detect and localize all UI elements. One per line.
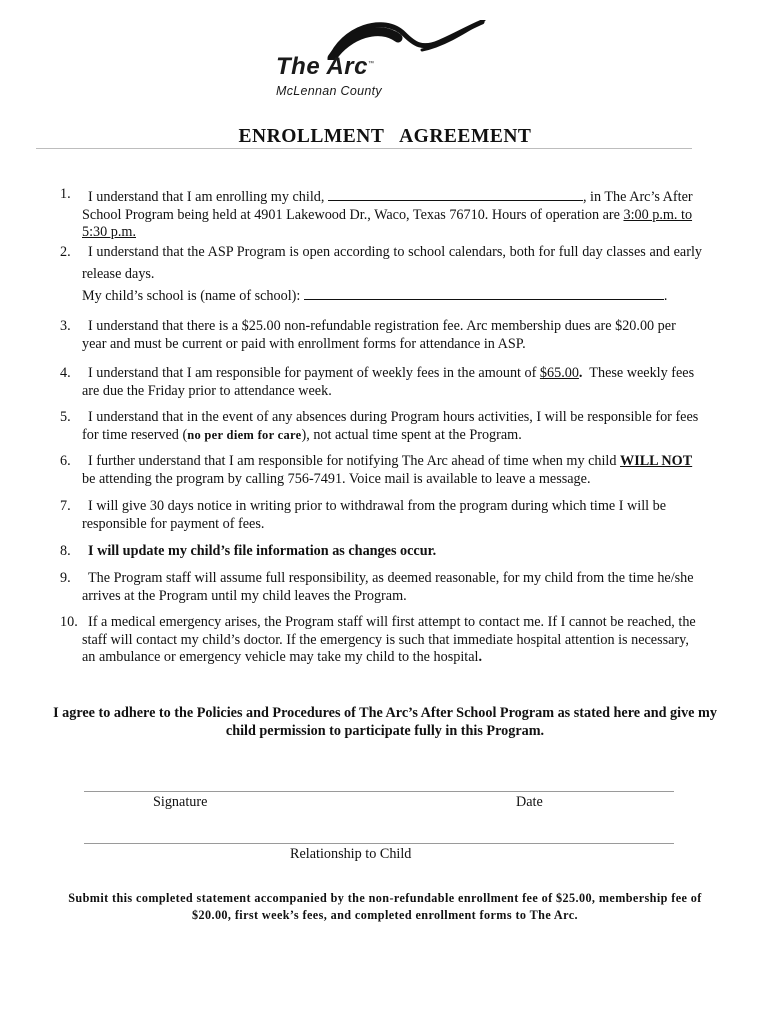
item-number: 9. bbox=[60, 570, 71, 586]
item-number: 10. bbox=[60, 614, 78, 630]
agreement-item-2: 2. I understand that the ASP Program is open according to school calendars, both for full day classes and early release days. My child’s school is (name of school): . bbox=[60, 241, 702, 307]
item-number: 5. bbox=[60, 409, 71, 425]
signature-line[interactable] bbox=[84, 791, 674, 792]
agreement-item-4: 4. I understand that I am responsible for payment of weekly fees in the amount of $65.00. These weekly fees are due the Friday prior to attendance week. bbox=[60, 365, 698, 399]
logo-subtitle: McLennan County bbox=[276, 84, 382, 98]
agreement-item-8: 8. I will update my child’s file information as changes occur. bbox=[60, 543, 437, 559]
agreement-item-9: 9. The Program staff will assume full responsibility, as deemed reasonable, for my child from the time he/she arrives at the Program until my child leaves the Program. bbox=[60, 570, 694, 604]
item-number: 2. bbox=[60, 244, 71, 260]
agreement-item-3: 3. I understand that there is a $25.00 non-refundable registration fee. Arc membership dues are $20.00 per year and must be current or paid with enrollment forms for attendance in ASP. bbox=[60, 318, 676, 352]
agreement-statement: I agree to adhere to the Policies and Procedures of The Arc’s After School Program as stated here and give my child permission to participate fully in this Program. bbox=[53, 705, 717, 739]
item-number: 1. bbox=[60, 186, 71, 202]
school-name-field[interactable] bbox=[304, 285, 664, 300]
relationship-line[interactable] bbox=[84, 843, 674, 844]
agreement-item-5: 5. I understand that in the event of any absences during Program hours activities, I will be responsible for fees for time reserved (no per diem for care), not actual time spent at the Program. bbox=[60, 409, 699, 443]
signature-label: Signature bbox=[153, 794, 208, 810]
submission-instructions: Submit this completed statement accompanied by the non-refundable enrollment fee of $25.00, membership fee of $20.00, first week’s fees, and completed enrollment forms to The Arc. bbox=[68, 891, 702, 922]
item-number: 6. bbox=[60, 453, 71, 469]
logo-name: The Arc™ bbox=[276, 53, 375, 80]
agreement-item-1: 1. I understand that I am enrolling my child, , in The Arc’s After School Program being held at 4901 Lakewood Dr., Waco, Texas 76710. Hours of operation are 3:00 p.m. to 5:30 p.m. bbox=[60, 186, 693, 240]
agreement-item-10: 10. If a medical emergency arises, the Program staff will first attempt to contact me. If I cannot be reached, the staff will contact my child’s doctor. If the emergency is such that immediate hospital attention is necessary, an ambulance or emergency vehicle may take my child to the hospital. bbox=[60, 614, 696, 665]
item-number: 7. bbox=[60, 498, 71, 514]
date-label: Date bbox=[516, 794, 543, 810]
item-number: 8. bbox=[60, 543, 71, 559]
agreement-item-7: 7. I will give 30 days notice in writing prior to withdrawal from the program during which time I will be responsible for payment of fees. bbox=[60, 498, 667, 532]
item-number: 3. bbox=[60, 318, 71, 334]
title-divider bbox=[36, 148, 692, 149]
page-title: ENROLLMENT AGREEMENT bbox=[238, 126, 532, 147]
child-name-field[interactable] bbox=[328, 186, 583, 201]
arc-logo bbox=[272, 20, 492, 100]
agreement-item-6: 6. I further understand that I am responsible for notifying The Arc ahead of time when my child WILL NOT be attending the program by calling 756-7491. Voice mail is available to leave a message. bbox=[60, 453, 693, 487]
item-number: 4. bbox=[60, 365, 71, 381]
relationship-label: Relationship to Child bbox=[290, 846, 412, 862]
